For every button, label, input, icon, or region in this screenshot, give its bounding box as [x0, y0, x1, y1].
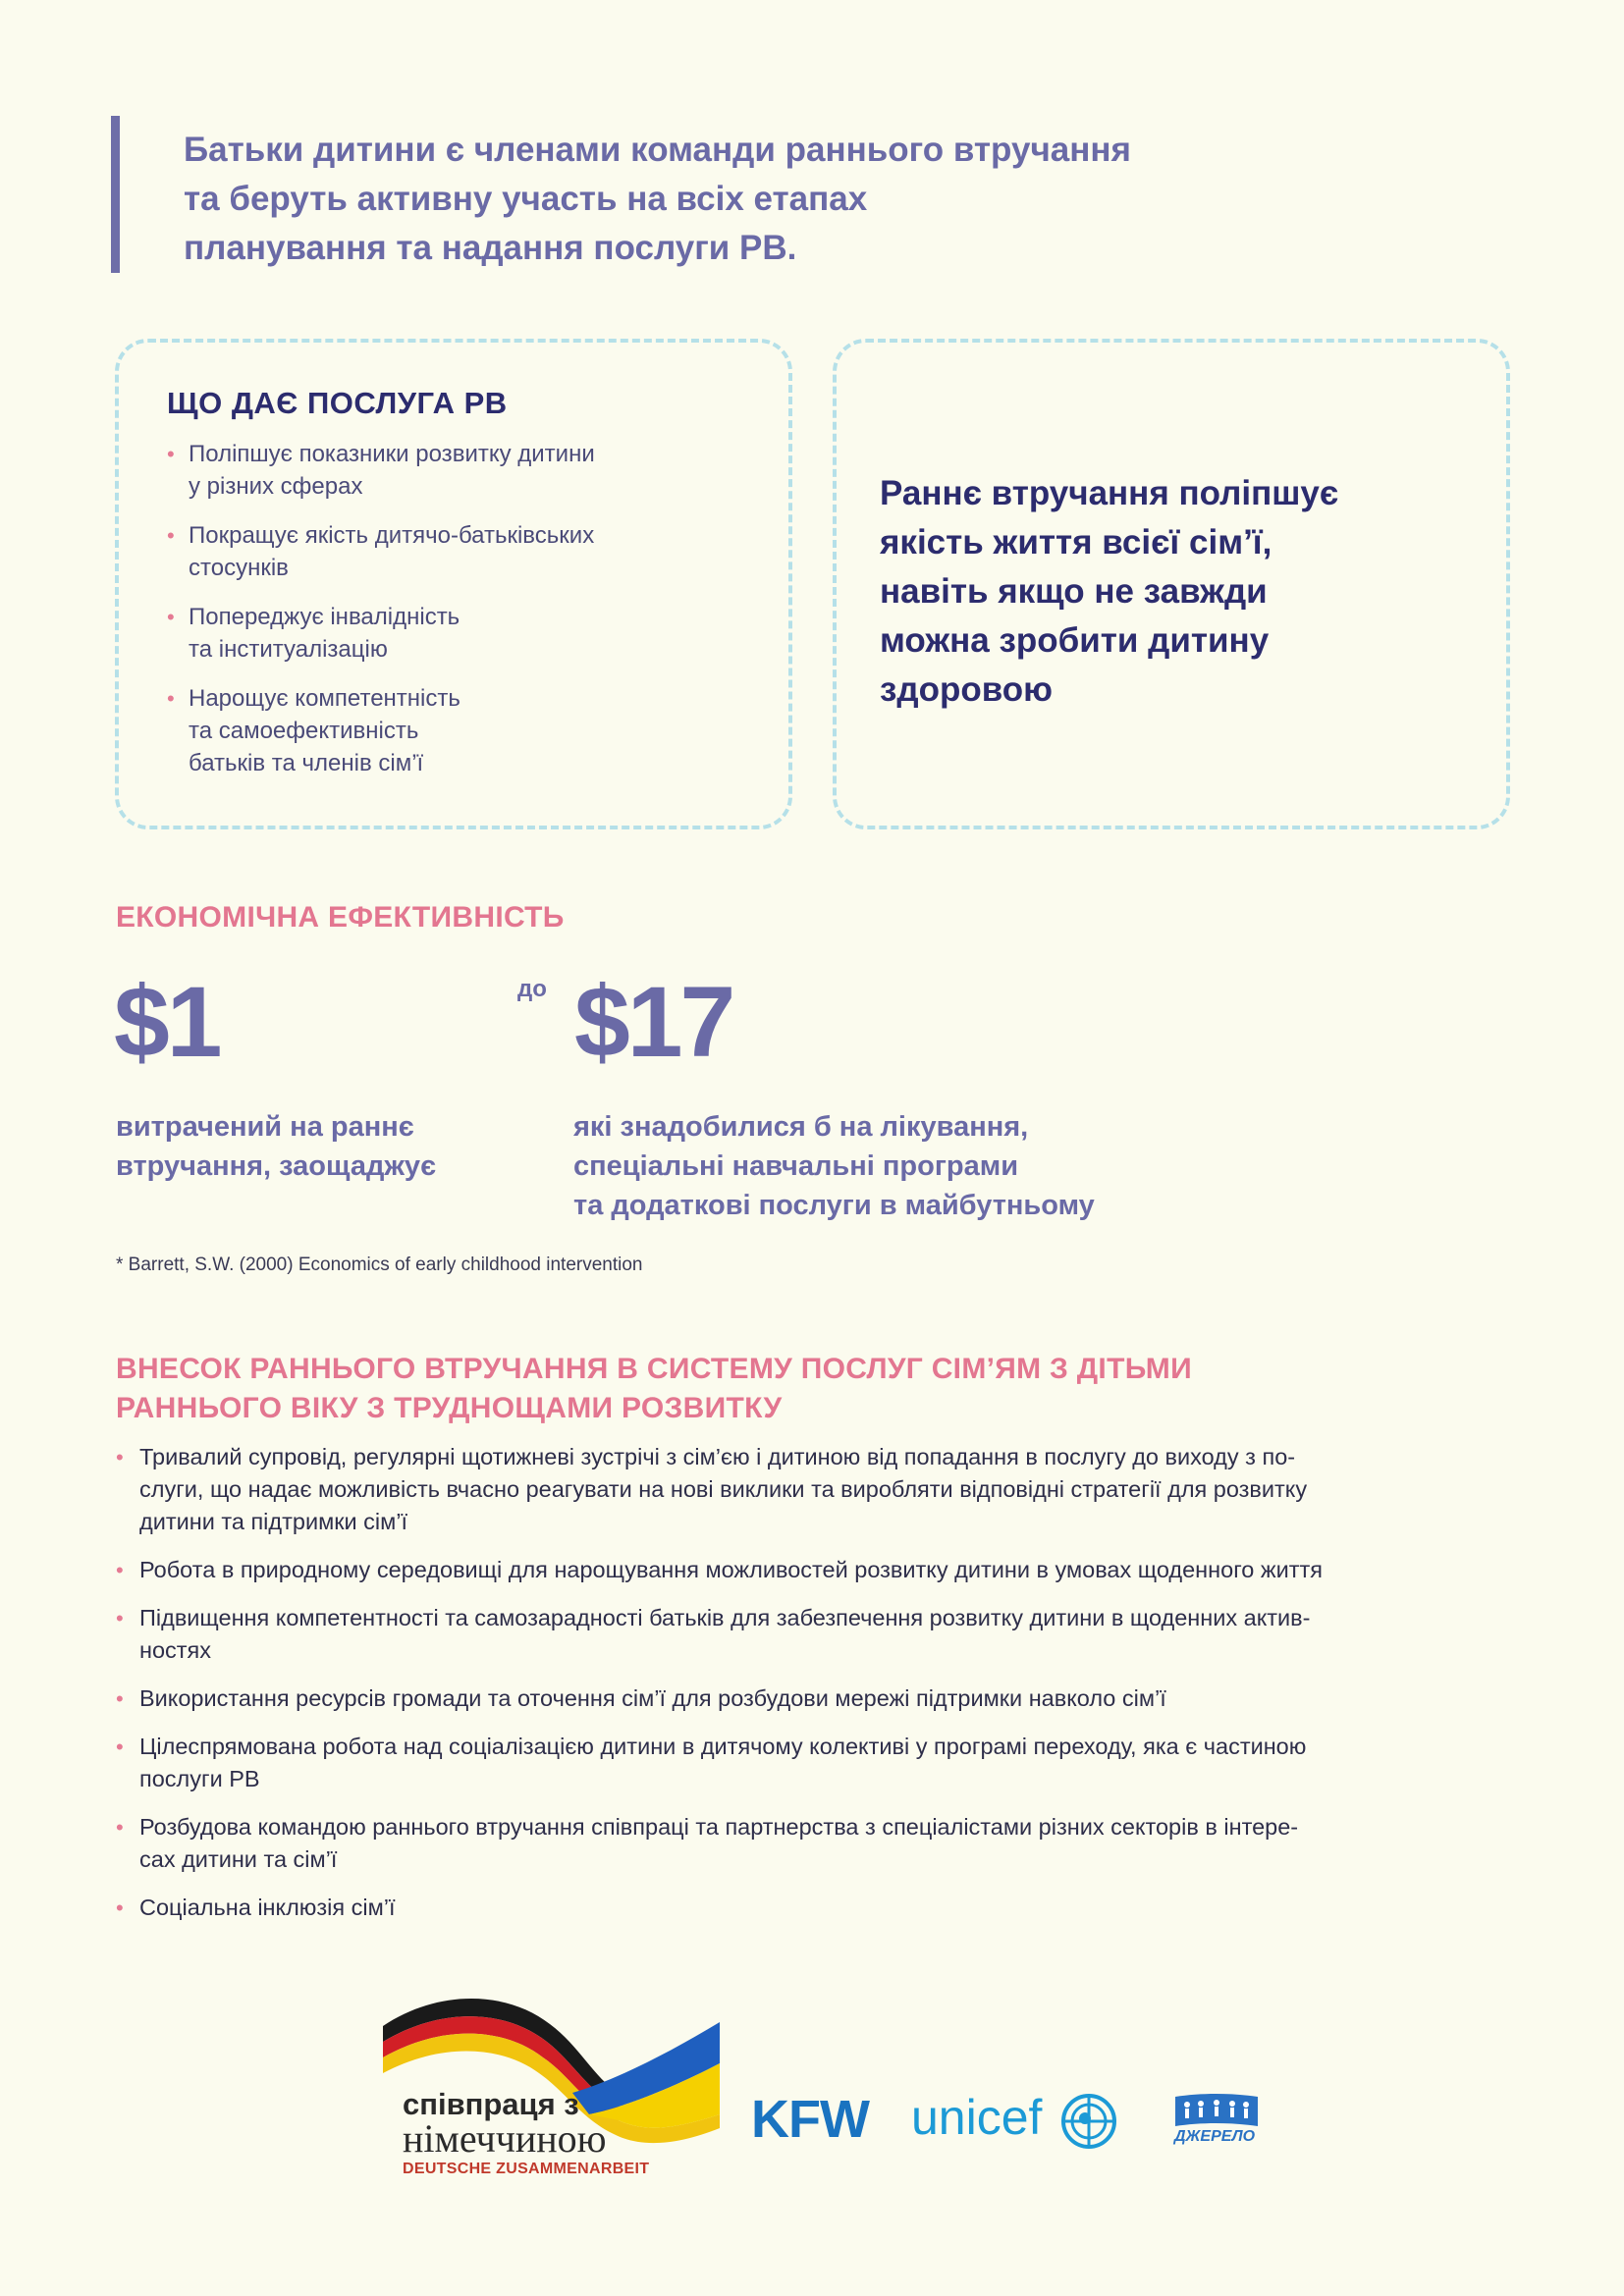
benefit-line: • Поліпшує показники розвитку дитини	[189, 441, 595, 467]
contribution-item	[116, 1554, 1515, 1586]
contribution-title-line: ВНЕСОК РАННЬОГО ВТРУЧАННЯ В СИСТЕМУ ПОСЛУГ СІМ’ЯМ З ДІТЬМИ	[116, 1353, 1192, 1385]
dzherelo-logo-text: ДЖЕРЕЛО	[1174, 2128, 1256, 2145]
benefit-item	[167, 438, 756, 503]
contribution-list	[116, 1441, 1515, 1940]
intro-line: та беруть активну участь на всіх етапах	[184, 180, 868, 218]
spent-line: втручання, заощаджує	[116, 1150, 437, 1182]
spent-description	[116, 1107, 509, 1186]
statement-line: Раннє втручання поліпшує	[880, 474, 1339, 512]
statement-text	[880, 469, 1469, 715]
contribution-item	[116, 1682, 1515, 1715]
contribution-line: • Підвищення компетентності та самозарадності батьків для забезпечення розвитку дитини в щоденних актив-	[139, 1605, 1311, 1630]
giz-logo-line2: німеччиною	[403, 2116, 607, 2161]
statement-line: якість життя всієї сім’ї,	[880, 523, 1272, 561]
unicef-globe-icon	[1060, 2093, 1117, 2150]
contribution-line: послуги РВ	[139, 1766, 260, 1791]
benefit-line: батьків та членів сім’ї	[189, 750, 424, 776]
statement-line: можна зробити дитину	[880, 621, 1270, 660]
amount-saved: $17	[574, 966, 733, 1078]
giz-logo-line1: співпраця з	[403, 2087, 579, 2121]
contribution-title	[116, 1350, 1192, 1428]
quote-accent-bar	[111, 116, 120, 273]
intro-quote	[184, 126, 1362, 273]
contribution-line: сах дитини та сім’ї	[139, 1846, 338, 1872]
statement-line: здоровою	[880, 670, 1054, 709]
benefit-line: та інституалізацію	[189, 636, 388, 663]
footnote: * Barrett, S.W. (2000) Economics of early childhood intervention	[116, 1255, 643, 1275]
benefit-line: • Покращує якість дитячо-батьківських	[189, 522, 595, 549]
contribution-line: • Цілеспрямована робота над соціалізацією дитини в дитячому колективі у програмі переходу, яка є частиною	[139, 1734, 1307, 1759]
statement-line: навіть якщо не завжди	[880, 572, 1268, 611]
benefits-title: ЩО ДАЄ ПОСЛУГА РВ	[167, 386, 508, 420]
amount-connector: до	[517, 976, 547, 1002]
benefit-line: стосунків	[189, 555, 289, 581]
contribution-title-line: РАННЬОГО ВІКУ З ТРУДНОЩАМИ РОЗВИТКУ	[116, 1392, 783, 1424]
saved-line: та додаткові послуги в майбутньому	[573, 1190, 1095, 1221]
contribution-line: • Соціальна інклюзія сім’ї	[139, 1895, 396, 1920]
benefit-item	[167, 601, 756, 666]
benefits-list	[167, 438, 756, 796]
benefit-line: • Попереджує інвалідність	[189, 604, 460, 630]
kfw-logo: KFW	[751, 2090, 869, 2149]
intro-line: Батьки дитини є членами команди раннього втручання	[184, 131, 1131, 169]
contribution-item	[116, 1731, 1515, 1795]
contribution-line: • Тривалий супровід, регулярні щотижневі зустрічі з сім’єю і дитиною від попадання в послугу до виходу з по-	[139, 1444, 1296, 1469]
contribution-line: ностях	[139, 1637, 212, 1663]
spent-line: витрачений на раннє	[116, 1111, 414, 1143]
benefit-line: та самоефективність	[189, 718, 419, 744]
saved-description	[573, 1107, 1261, 1225]
economics-title: ЕКОНОМІЧНА ЕФЕКТИВНІСТЬ	[116, 901, 565, 934]
contribution-item	[116, 1602, 1515, 1667]
benefit-line: у різних сферах	[189, 473, 363, 500]
intro-line: планування та надання послуги РВ.	[184, 229, 797, 267]
saved-line: спеціальні навчальні програми	[573, 1150, 1019, 1182]
contribution-line: дитини та підтримки сім’ї	[139, 1509, 408, 1534]
saved-line: які знадобилися б на лікування,	[573, 1111, 1029, 1143]
amount-spent: $1	[114, 966, 220, 1078]
benefit-item	[167, 519, 756, 584]
benefit-line: • Нарощує компетентність	[189, 685, 460, 712]
giz-logo-line3: DEUTSCHE ZUSAMMENARBEIT	[403, 2161, 650, 2177]
contribution-item	[116, 1441, 1515, 1538]
contribution-line: • Розбудова командою раннього втручання співпраці та партнерства з спеціалістами різних секторів в інтере-	[139, 1814, 1299, 1840]
contribution-line: • Робота в природному середовищі для нарощування можливостей розвитку дитини в умовах щоденного життя	[139, 1557, 1323, 1582]
contribution-item	[116, 1811, 1515, 1876]
contribution-line: • Використання ресурсів громади та оточення сім’ї для розбудови мережі підтримки навколо сім’ї	[139, 1685, 1166, 1711]
benefit-item	[167, 682, 756, 779]
contribution-item	[116, 1892, 1515, 1924]
unicef-logo: unicef	[911, 2090, 1043, 2145]
contribution-line: слуги, що надає можливість вчасно реагувати на нові виклики та виробляти відповідні стратегії для розвитку	[139, 1476, 1308, 1502]
